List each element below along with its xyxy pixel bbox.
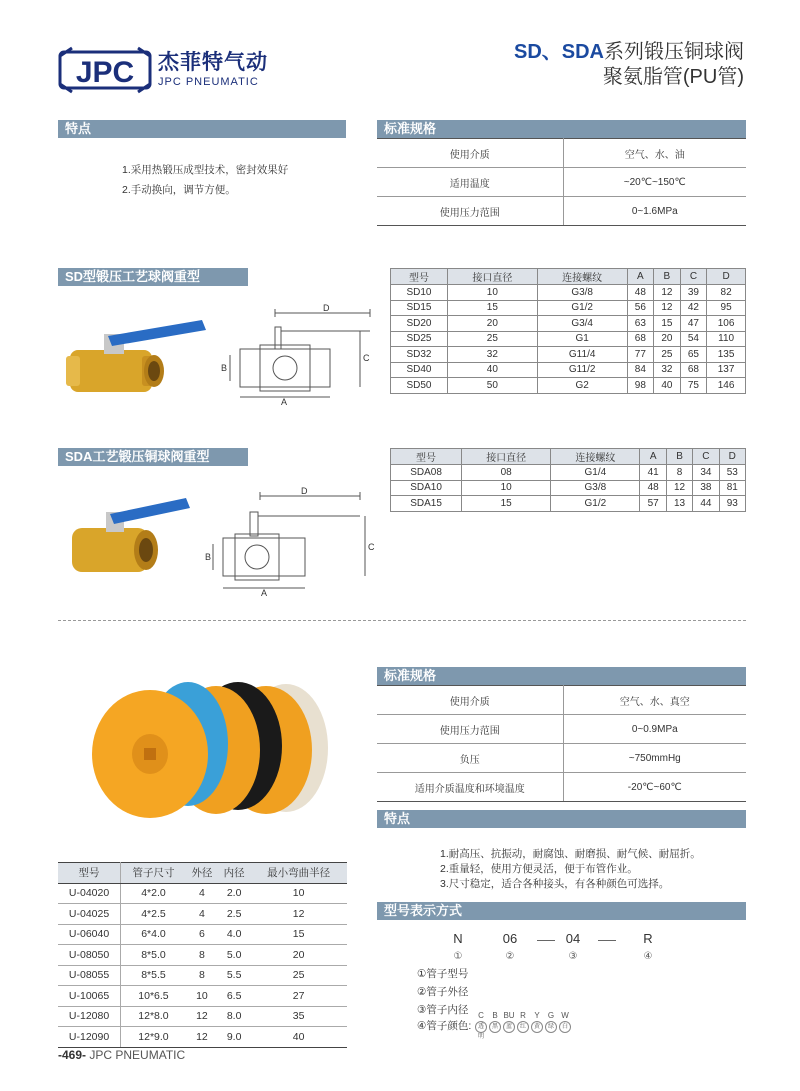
table-cell: 13 xyxy=(666,496,692,512)
pu-size-table xyxy=(58,862,347,1048)
color-letter: BU xyxy=(503,1011,515,1020)
table-cell: G11/2 xyxy=(537,362,627,378)
table-cell: 110 xyxy=(707,331,746,347)
model-code-heading: 型号表示方式 xyxy=(377,902,746,920)
legend-item: ①管子型号 xyxy=(417,968,469,980)
table-cell: 81 xyxy=(719,480,745,496)
table-cell: 8 xyxy=(666,465,692,481)
table-cell: 10*6.5 xyxy=(121,986,186,1007)
table-cell: U-10065 xyxy=(58,986,121,1007)
table-cell: 8.0 xyxy=(218,1006,250,1027)
table-cell: 4 xyxy=(186,883,218,904)
table-cell: 25 xyxy=(447,331,537,347)
table-cell: 8*5.0 xyxy=(121,945,186,966)
sda-table xyxy=(390,448,746,512)
table-row xyxy=(391,300,746,316)
table-cell: 40 xyxy=(654,378,681,394)
table-cell: 6.5 xyxy=(218,986,250,1007)
table-row: 使用压力范围 0~0.9MPa xyxy=(377,715,746,744)
table-cell: 137 xyxy=(707,362,746,378)
color-code xyxy=(545,1011,557,1033)
table-row xyxy=(391,378,746,394)
table-cell: 9.0 xyxy=(218,1027,250,1048)
table-cell: G11/4 xyxy=(537,347,627,363)
table-cell: 12 xyxy=(250,904,347,925)
page-title xyxy=(514,40,744,90)
code-mark-4: ④ xyxy=(643,951,653,962)
table-cell: 35 xyxy=(250,1006,347,1027)
color-name: 蓝 xyxy=(503,1021,515,1033)
valve-features xyxy=(122,160,288,200)
table-cell: 6 xyxy=(186,924,218,945)
table-cell: 34 xyxy=(693,465,719,481)
table-cell: 95 xyxy=(707,300,746,316)
table-cell: U-08050 xyxy=(58,945,121,966)
table-cell: 15 xyxy=(447,300,537,316)
valve-spec-table xyxy=(377,138,746,226)
table-row xyxy=(391,362,746,378)
table-cell: 12 xyxy=(186,1006,218,1027)
column-header: 接口直径 xyxy=(462,449,551,465)
table-row xyxy=(58,945,347,966)
table-cell: 4.0 xyxy=(218,924,250,945)
table-cell: G3/8 xyxy=(551,480,640,496)
table-cell: 39 xyxy=(680,285,707,301)
brand-name-cn: 杰菲特气动 xyxy=(158,51,268,74)
jpc-logo-icon xyxy=(58,46,152,94)
table-cell: 12*8.0 xyxy=(121,1006,186,1027)
color-name: 绿 xyxy=(545,1021,557,1033)
svg-text:D: D xyxy=(323,303,330,313)
color-letter: R xyxy=(520,1011,526,1020)
color-code xyxy=(559,1011,571,1033)
pu-feature-2: 2.重量轻，使用方便灵活，便于布管作业。 xyxy=(440,863,638,875)
section-divider xyxy=(58,620,746,621)
table-cell: 48 xyxy=(627,285,654,301)
table-row: 适用温度 ~20℃~150℃ xyxy=(377,168,746,197)
table-cell: U-04020 xyxy=(58,883,121,904)
color-code xyxy=(503,1011,515,1033)
table-cell: 32 xyxy=(654,362,681,378)
sd-valve-photo xyxy=(62,300,212,410)
table-cell: 12 xyxy=(186,1027,218,1048)
table-cell: 10 xyxy=(447,285,537,301)
table-cell: 57 xyxy=(640,496,666,512)
svg-text:B: B xyxy=(205,552,212,562)
table-cell: 25 xyxy=(654,347,681,363)
table-row xyxy=(58,1006,347,1027)
column-header: D xyxy=(719,449,745,465)
table-row: 使用介质 空气、水、真空 xyxy=(377,686,746,715)
table-row: 使用介质 空气、水、油 xyxy=(377,139,746,168)
table-cell: U-06040 xyxy=(58,924,121,945)
svg-text:C: C xyxy=(368,542,375,552)
table-cell: 32 xyxy=(447,347,537,363)
table-cell: G1/2 xyxy=(551,496,640,512)
color-code xyxy=(475,1011,487,1040)
table-cell: 40 xyxy=(250,1027,347,1048)
table-cell: 6*4.0 xyxy=(121,924,186,945)
pu-features xyxy=(440,847,701,892)
svg-text:B: B xyxy=(221,363,228,373)
code-mark-1: ① xyxy=(453,951,463,962)
table-cell: SD15 xyxy=(391,300,448,316)
table-cell: 41 xyxy=(640,465,666,481)
column-header: 型号 xyxy=(391,269,448,285)
table-cell: G1/2 xyxy=(537,300,627,316)
table-cell: 40 xyxy=(447,362,537,378)
table-cell: G3/8 xyxy=(537,285,627,301)
table-cell: U-12090 xyxy=(58,1027,121,1048)
table-cell: SD10 xyxy=(391,285,448,301)
svg-text:C: C xyxy=(363,353,370,363)
color-letter: C xyxy=(478,1011,484,1020)
color-letter: G xyxy=(547,1011,555,1020)
table-cell: 42 xyxy=(680,300,707,316)
table-row: 适用介质温度和环境温度 -20℃~60℃ xyxy=(377,773,746,802)
table-cell: 50 xyxy=(447,378,537,394)
table-cell: 15 xyxy=(654,316,681,332)
column-header: A xyxy=(627,269,654,285)
column-header: 型号 xyxy=(391,449,462,465)
sd-table xyxy=(390,268,746,394)
table-cell: U-12080 xyxy=(58,1006,121,1027)
table-cell: G1 xyxy=(537,331,627,347)
column-header: B xyxy=(666,449,692,465)
pu-spec-heading: 标准规格 xyxy=(377,667,746,685)
svg-text:D: D xyxy=(301,486,308,496)
table-cell: 15 xyxy=(250,924,347,945)
table-cell: 15 xyxy=(462,496,551,512)
table-cell: 63 xyxy=(627,316,654,332)
table-cell: 146 xyxy=(707,378,746,394)
code-part-4: R xyxy=(643,931,653,946)
column-header: 连接螺纹 xyxy=(537,269,627,285)
code-dash xyxy=(537,931,555,932)
table-cell: G2 xyxy=(537,378,627,394)
table-cell: 08 xyxy=(462,465,551,481)
column-header: C xyxy=(680,269,707,285)
pu-feature-3: 3.尺寸稳定，适合各种接头，有各种颜色可选择。 xyxy=(440,878,670,890)
pu-features-heading: 特点 xyxy=(377,810,746,828)
color-code xyxy=(489,1011,501,1033)
tube-color-codes xyxy=(475,1011,571,1040)
pu-tube-reels-photo xyxy=(88,680,333,820)
table-cell: 8 xyxy=(186,945,218,966)
code-mark-3: ③ xyxy=(568,951,578,962)
table-row xyxy=(391,480,746,496)
table-cell: 38 xyxy=(693,480,719,496)
valve-feature-1: 1.采用热锻压成型技术，密封效果好 xyxy=(122,164,289,176)
sda-dimension-drawing xyxy=(205,488,380,596)
table-cell: SD40 xyxy=(391,362,448,378)
table-cell: U-04025 xyxy=(58,904,121,925)
table-cell: 56 xyxy=(627,300,654,316)
color-letter: Y xyxy=(534,1011,540,1020)
table-row xyxy=(58,1027,347,1048)
color-code xyxy=(517,1011,529,1033)
color-name: 黑 xyxy=(489,1021,501,1033)
table-cell: 48 xyxy=(640,480,666,496)
column-header: 内径 xyxy=(218,863,250,884)
sda-valve-photo xyxy=(62,488,202,588)
table-cell: 68 xyxy=(627,331,654,347)
table-cell: 135 xyxy=(707,347,746,363)
table-cell: U-08055 xyxy=(58,965,121,986)
color-letter: B xyxy=(492,1011,498,1020)
color-name: 红 xyxy=(517,1021,529,1033)
legend-item: ③管子内径 xyxy=(417,1004,469,1016)
legend-item: ④管子颜色: xyxy=(417,1020,472,1032)
code-part-3: 04 xyxy=(565,931,581,946)
table-cell: 106 xyxy=(707,316,746,332)
table-cell: 10 xyxy=(462,480,551,496)
column-header: 接口直径 xyxy=(447,269,537,285)
table-row xyxy=(391,347,746,363)
table-cell: 20 xyxy=(654,331,681,347)
table-row xyxy=(391,331,746,347)
table-cell: 44 xyxy=(693,496,719,512)
code-part-2: 06 xyxy=(502,931,518,946)
table-cell: SDA10 xyxy=(391,480,462,496)
table-row xyxy=(58,924,347,945)
column-header: B xyxy=(654,269,681,285)
table-cell: 4 xyxy=(186,904,218,925)
table-cell: 54 xyxy=(680,331,707,347)
code-dash xyxy=(598,931,616,932)
sda-heading: SDA工艺锻压铜球阀重型 xyxy=(58,448,248,466)
svg-text:A: A xyxy=(281,397,288,407)
table-cell: 2.0 xyxy=(218,883,250,904)
page-number: -469- xyxy=(58,1048,87,1062)
valve-feature-2: 2.手动换向，调节方便。 xyxy=(122,184,236,196)
table-cell: 20 xyxy=(447,316,537,332)
table-row xyxy=(391,465,746,481)
pu-feature-1: 1.耐高压、抗振动，耐腐蚀、耐磨损、耐气候、耐屈折。 xyxy=(440,848,701,860)
table-row: 负压 ~750mmHg xyxy=(377,744,746,773)
table-cell: 53 xyxy=(719,465,745,481)
column-header: C xyxy=(693,449,719,465)
table-row xyxy=(391,285,746,301)
table-cell: 5.0 xyxy=(218,945,250,966)
column-header: A xyxy=(640,449,666,465)
table-cell: 75 xyxy=(680,378,707,394)
table-cell: 93 xyxy=(719,496,745,512)
footer-brand: JPC PNEUMATIC xyxy=(89,1048,186,1062)
title-prefix: SD、SDA xyxy=(513,41,604,63)
svg-text:A: A xyxy=(261,588,268,598)
table-cell: 4*2.0 xyxy=(121,883,186,904)
code-mark-2: ② xyxy=(505,951,515,962)
color-name: 透明 xyxy=(475,1021,487,1033)
table-row xyxy=(391,496,746,512)
table-row xyxy=(58,986,347,1007)
table-cell: 27 xyxy=(250,986,347,1007)
title-line2: 聚氨脂管(PU管) xyxy=(602,66,744,88)
table-cell: 25 xyxy=(250,965,347,986)
table-cell: 68 xyxy=(680,362,707,378)
logo-letters: JPC xyxy=(75,56,135,89)
color-name: 白 xyxy=(559,1021,571,1033)
table-cell: 65 xyxy=(680,347,707,363)
column-header: 最小弯曲半径 xyxy=(250,863,347,884)
table-cell: SD32 xyxy=(391,347,448,363)
column-header: 型号 xyxy=(58,863,121,884)
column-header: 管子尺寸 xyxy=(121,863,186,884)
table-row xyxy=(58,965,347,986)
table-cell: 47 xyxy=(680,316,707,332)
table-row xyxy=(58,883,347,904)
column-header: D xyxy=(707,269,746,285)
table-cell: SD50 xyxy=(391,378,448,394)
table-cell: 5.5 xyxy=(218,965,250,986)
table-cell: 12 xyxy=(654,300,681,316)
legend-item: ②管子外径 xyxy=(417,986,469,998)
table-cell: 82 xyxy=(707,285,746,301)
table-cell: G1/4 xyxy=(551,465,640,481)
table-cell: SDA08 xyxy=(391,465,462,481)
table-cell: 77 xyxy=(627,347,654,363)
table-cell: 10 xyxy=(186,986,218,1007)
sd-heading: SD型锻压工艺球阀重型 xyxy=(58,268,248,286)
table-cell: SD25 xyxy=(391,331,448,347)
table-cell: 12*9.0 xyxy=(121,1027,186,1048)
code-part-1: N xyxy=(453,931,463,946)
table-row xyxy=(391,316,746,332)
table-cell: 10 xyxy=(250,883,347,904)
valve-spec-heading: 标准规格 xyxy=(377,120,746,138)
pu-spec-table xyxy=(377,685,746,802)
column-header: 连接螺纹 xyxy=(551,449,640,465)
title-line1: 系列锻压铜球阀 xyxy=(604,41,744,63)
table-cell: SDA15 xyxy=(391,496,462,512)
table-cell: 8*5.5 xyxy=(121,965,186,986)
table-cell: 20 xyxy=(250,945,347,966)
color-letter: W xyxy=(561,1011,569,1020)
valve-features-heading: 特点 xyxy=(58,120,346,138)
brand-name-en: JPC PNEUMATIC xyxy=(158,76,259,88)
table-cell: 98 xyxy=(627,378,654,394)
table-cell: G3/4 xyxy=(537,316,627,332)
table-cell: 2.5 xyxy=(218,904,250,925)
table-cell: 12 xyxy=(654,285,681,301)
table-row xyxy=(58,904,347,925)
sd-dimension-drawing xyxy=(215,305,380,405)
brand-logo xyxy=(58,46,268,94)
table-row: 使用压力范围 0~1.6MPa xyxy=(377,197,746,226)
color-code xyxy=(531,1011,543,1033)
color-name: 黄 xyxy=(531,1021,543,1033)
table-cell: SD20 xyxy=(391,316,448,332)
table-cell: 8 xyxy=(186,965,218,986)
column-header: 外径 xyxy=(186,863,218,884)
table-cell: 84 xyxy=(627,362,654,378)
page-footer xyxy=(58,1048,185,1062)
table-cell: 4*2.5 xyxy=(121,904,186,925)
table-cell: 12 xyxy=(666,480,692,496)
